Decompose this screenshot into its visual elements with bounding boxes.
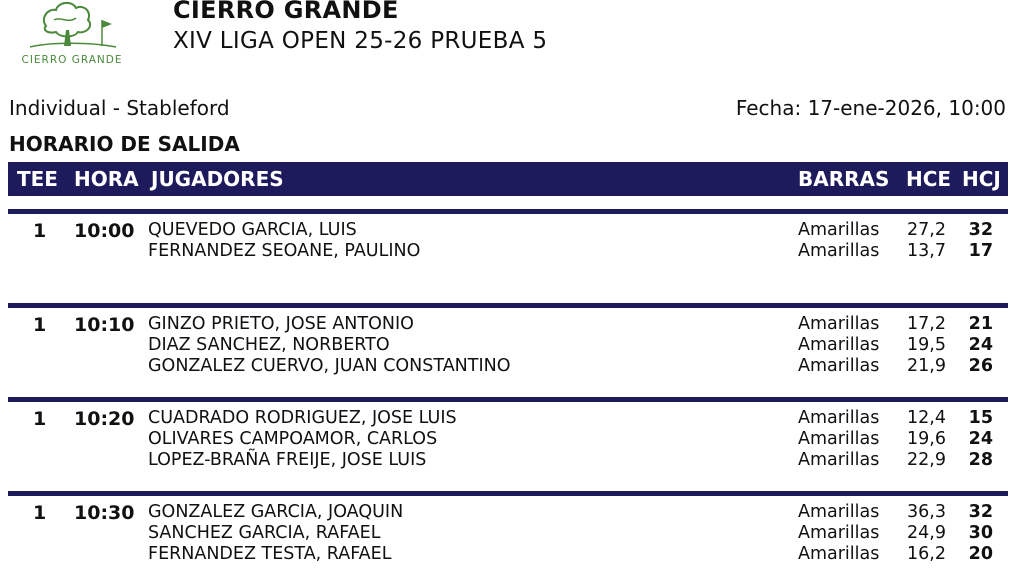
player-row <box>0 544 1024 566</box>
player-hce: 19,6 <box>907 429 946 449</box>
player-hcj: 21 <box>968 314 993 334</box>
col-tee: TEE <box>17 167 58 191</box>
modality-label: Individual - Stableford <box>9 96 230 120</box>
player-hcj: 32 <box>968 502 993 522</box>
player-barras: Amarillas <box>798 335 880 355</box>
player-name: FERNANDEZ TESTA, RAFAEL <box>148 544 392 564</box>
tree-logo-icon <box>20 0 124 68</box>
player-name: QUEVEDO GARCIA, LUIS <box>148 220 357 240</box>
group-divider <box>8 397 1008 402</box>
player-row <box>0 429 1024 451</box>
player-barras: Amarillas <box>798 502 880 522</box>
player-hcj: 24 <box>968 429 993 449</box>
player-row <box>0 220 1024 242</box>
player-barras: Amarillas <box>798 314 880 334</box>
player-hce: 27,2 <box>907 220 946 240</box>
player-row <box>0 502 1024 524</box>
player-hcj: 30 <box>968 523 993 543</box>
player-row <box>0 314 1024 336</box>
group-divider <box>8 491 1008 496</box>
col-hcj: HCJ <box>962 167 1001 191</box>
player-hce: 16,2 <box>907 544 946 564</box>
group-divider <box>8 303 1008 308</box>
group-tee: 1 <box>33 502 47 524</box>
group-tee: 1 <box>33 220 47 242</box>
player-barras: Amarillas <box>798 241 880 261</box>
player-hce: 17,2 <box>907 314 946 334</box>
player-hce: 24,9 <box>907 523 946 543</box>
col-jugadores: JUGADORES <box>151 167 284 191</box>
player-barras: Amarillas <box>798 429 880 449</box>
player-hce: 19,5 <box>907 335 946 355</box>
group-tee: 1 <box>33 408 47 430</box>
player-hce: 22,9 <box>907 450 946 470</box>
group-hora: 10:30 <box>74 502 135 524</box>
logo-text: CIERRO GRANDE <box>21 54 123 66</box>
group-hora: 10:00 <box>74 220 135 242</box>
player-hce: 12,4 <box>907 408 946 428</box>
player-barras: Amarillas <box>798 408 880 428</box>
player-hcj: 26 <box>968 356 993 376</box>
section-title: HORARIO DE SALIDA <box>9 132 240 156</box>
player-row <box>0 523 1024 545</box>
date-label: Fecha: 17-ene-2026, 10:00 <box>735 96 1006 120</box>
player-barras: Amarillas <box>798 523 880 543</box>
player-name: FERNANDEZ SEOANE, PAULINO <box>148 241 421 261</box>
group-hora: 10:20 <box>74 408 135 430</box>
player-barras: Amarillas <box>798 544 880 564</box>
group-divider <box>8 209 1008 214</box>
player-hce: 13,7 <box>907 241 946 261</box>
player-name: CUADRADO RODRIGUEZ, JOSE LUIS <box>148 408 457 428</box>
col-hora: HORA <box>74 167 139 191</box>
col-hce: HCE <box>906 167 952 191</box>
club-name: CIERRO GRANDE <box>173 0 399 24</box>
player-name: OLIVARES CAMPOAMOR, CARLOS <box>148 429 438 449</box>
player-row <box>0 335 1024 357</box>
col-barras: BARRAS <box>798 167 890 191</box>
player-name: GONZALEZ CUERVO, JUAN CONSTANTINO <box>148 356 511 376</box>
player-hcj: 28 <box>968 450 993 470</box>
event-name: XIV LIGA OPEN 25-26 PRUEBA 5 <box>173 28 548 54</box>
player-hcj: 24 <box>968 335 993 355</box>
player-hcj: 15 <box>968 408 993 428</box>
player-row <box>0 356 1024 378</box>
player-hce: 36,3 <box>907 502 946 522</box>
player-hcj: 20 <box>968 544 993 564</box>
player-hcj: 17 <box>968 241 993 261</box>
player-name: GONZALEZ GARCIA, JOAQUIN <box>148 502 404 522</box>
player-name: DIAZ SANCHEZ, NORBERTO <box>148 335 390 355</box>
player-row <box>0 241 1024 263</box>
group-hora: 10:10 <box>74 314 135 336</box>
group-tee: 1 <box>33 314 47 336</box>
player-name: SANCHEZ GARCIA, RAFAEL <box>148 523 381 543</box>
table-header <box>8 162 1008 196</box>
player-barras: Amarillas <box>798 220 880 240</box>
player-barras: Amarillas <box>798 450 880 470</box>
player-barras: Amarillas <box>798 356 880 376</box>
player-row <box>0 408 1024 430</box>
player-row <box>0 450 1024 472</box>
player-hcj: 32 <box>968 220 993 240</box>
club-logo <box>20 0 124 68</box>
player-name: GINZO PRIETO, JOSE ANTONIO <box>148 314 414 334</box>
player-hce: 21,9 <box>907 356 946 376</box>
player-name: LOPEZ-BRAÑA FREIJE, JOSE LUIS <box>148 450 427 470</box>
